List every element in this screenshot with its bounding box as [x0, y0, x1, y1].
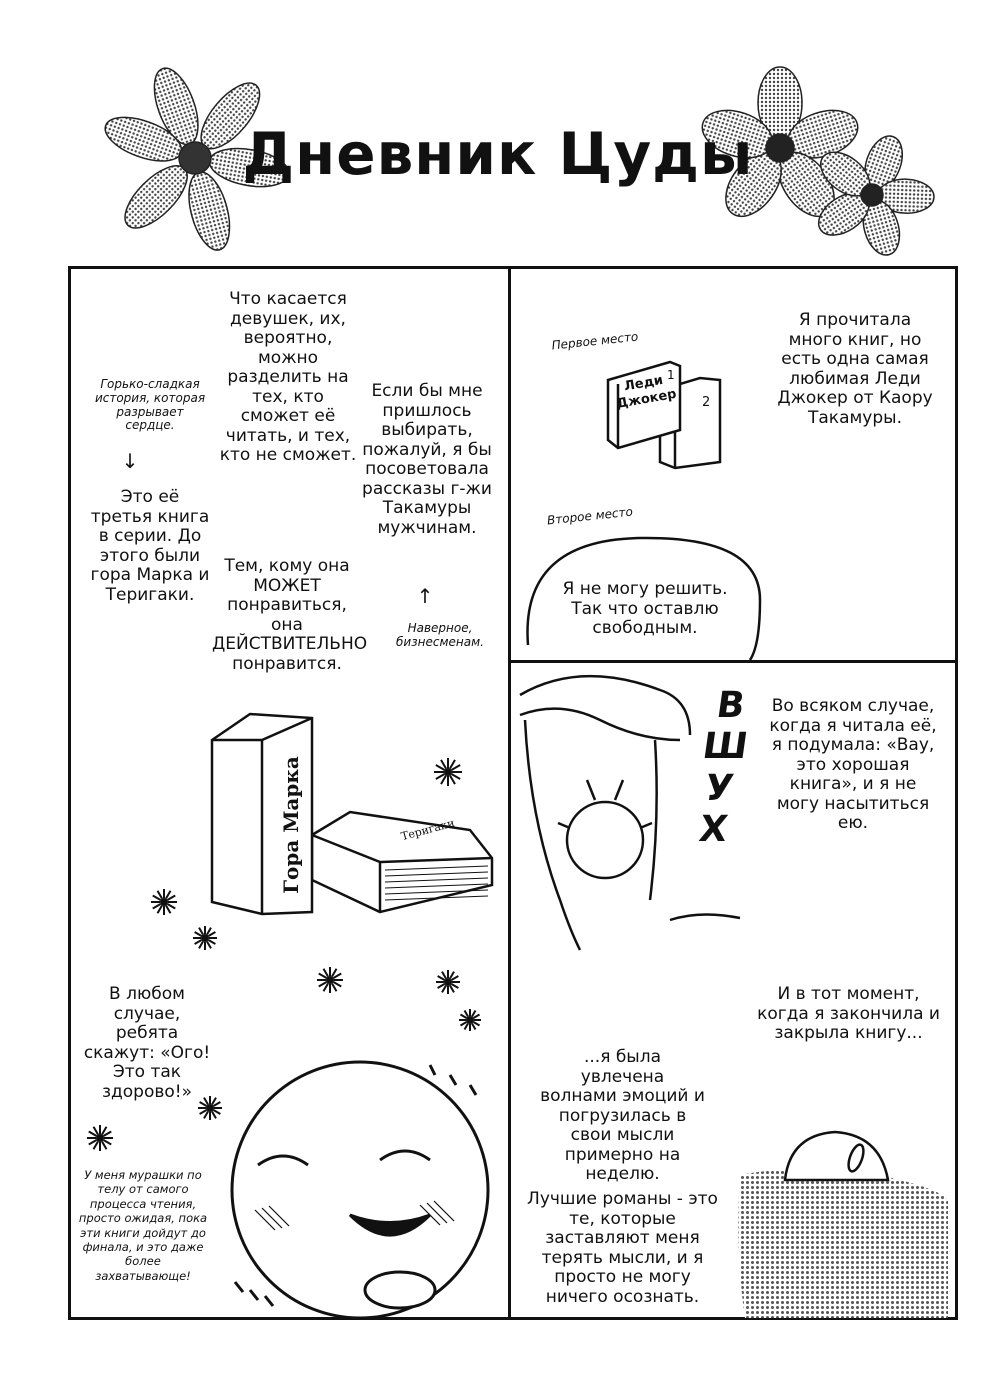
emotions-text: ...я была увлечена волнами эмоций и погрузилась в свои мысли примерно на неделю.	[540, 1047, 705, 1185]
whoosh-sfx: ВШУХ	[696, 685, 751, 851]
book-gora-marka-label: Гора Марка	[279, 756, 303, 894]
book-number-1: 1	[667, 368, 675, 382]
first-place-label: Первое место	[550, 329, 639, 353]
guys-text: В любом случае, ребята скажут: «Ого! Это так здорово!»	[83, 984, 211, 1102]
page-title: Дневник Цуды	[242, 120, 754, 188]
arrow-up-icon: ↑	[416, 584, 434, 608]
anyway-text: Во всяком случае, когда я читала её, я подумала: «Вау, это хорошая книга», и я не могу насытиться ею.	[769, 696, 937, 834]
goosebumps-text: У меня мурашки по телу от самого процесса чтения, просто ожидая, пока эти книги дойдут до финала, и это даже более захватывающе!	[78, 1168, 208, 1283]
third-book-text: Это её третья книга в серии. До этого были гора Марка и Теригаки.	[90, 487, 210, 605]
recommend-text: Если бы мне пришлось выбирать, пожалуй, я бы посоветовала рассказы г-жи Такамуры мужчинам.	[362, 381, 492, 538]
undecided-text: Я не могу решить. Так что оставлю свободным.	[562, 579, 728, 639]
best-novels-text: Лучшие романы - это те, которые заставляют меня терять мысли, и я просто не могу ничего осознать.	[527, 1189, 718, 1307]
businessmen-note: Наверное, бизнесменам.	[396, 621, 484, 649]
girls-text: Что касается девушек, их, вероятно, можно разделить на тех, кто сможет её читать, и тех, кто не сможет.	[219, 289, 357, 466]
read-text: Я прочитала много книг, но есть одна самая любимая Леди Джокер от Каору Такамуры.	[777, 310, 933, 428]
book-lady-joker-label: Леди Джокер	[615, 372, 678, 412]
note-bittersweet: Горько-сладкая история, которая разрывает сердце.	[94, 377, 206, 433]
book-number-2: 2	[702, 395, 711, 410]
second-place-label: Второе место	[546, 504, 634, 528]
moment-text: И в тот момент, когда я закончила и закрыла книгу...	[757, 984, 940, 1044]
arrow-down-icon: ↓	[121, 449, 139, 473]
book-terigaki-label: Теригаки	[399, 816, 456, 844]
like-text: Тем, кому она МОЖЕТ понравиться, она ДЕЙСТВИТЕЛЬНО понравится.	[212, 556, 368, 674]
